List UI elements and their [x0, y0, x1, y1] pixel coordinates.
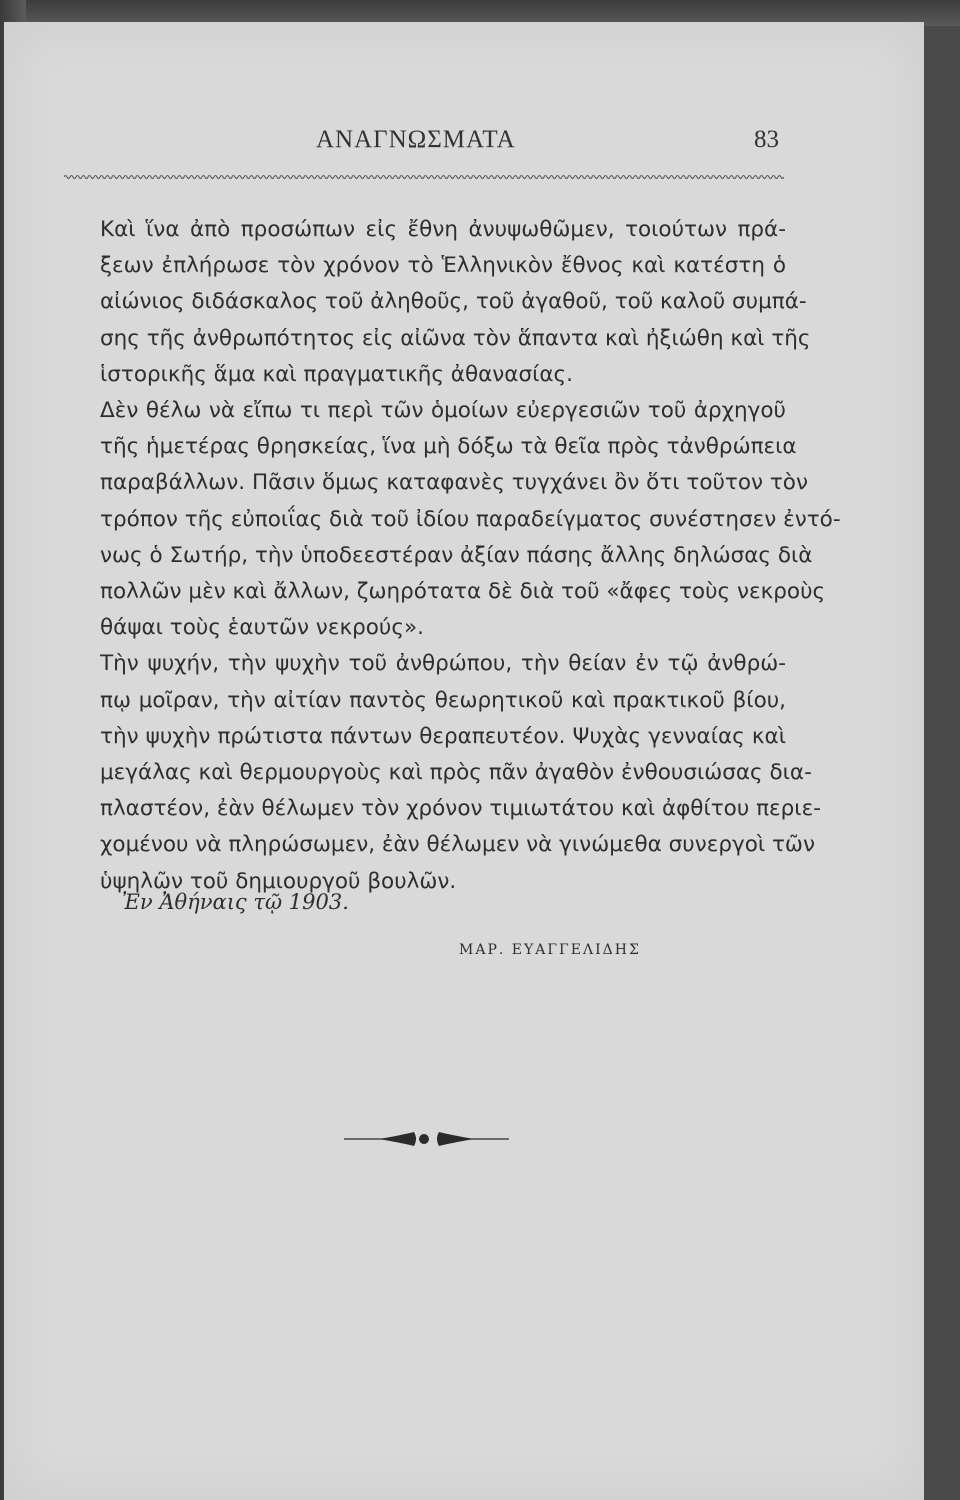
body-text	[60, 212, 841, 900]
text-line: νως ὁ Σωτήρ, τὴν ὑποδεεστέραν ἀξίαν πάσης ἄλλης δηλώσας διὰ	[100, 542, 813, 568]
text-line: Καὶ ἵνα ἀπὸ προσώπων εἰς ἔθνη ἀνυψωθῶμεν, τοιούτων πρά-	[100, 217, 786, 242]
wavy-rule	[64, 172, 784, 182]
text-line: τὴν ψυχὴν πρώτιστα πάντων θεραπευτέον. Ψυχὰς γενναίας καὶ	[100, 723, 786, 749]
end-ornament	[344, 1126, 509, 1152]
paragraph-2	[60, 393, 841, 646]
dateline: Ἐν Ἀθήναις τῷ 1903.	[122, 890, 349, 914]
text-line: χομένου νὰ πληρώσωμεν, ἐὰν θέλωμεν νὰ γινώμεθα συνεργοὶ τῶν	[100, 832, 815, 858]
author-signature: ΜΑΡ. ΕΥΑΓΓΕΛΙΔΗΣ	[459, 942, 641, 958]
page-number: 83	[754, 126, 779, 153]
text-line: Τὴν ψυχήν, τὴν ψυχὴν τοῦ ἀνθρώπου, τὴν θείαν ἐν τῷ ἀνθρώ-	[100, 651, 786, 677]
text-line: πῳ μοῖραν, τὴν αἰτίαν παντὸς θεωρητικοῦ καὶ πρακτικοῦ βίου,	[100, 687, 786, 713]
paragraph-1	[60, 212, 811, 393]
text-line: μεγάλας καὶ θερμουργοὺς καὶ πρὸς πᾶν ἀγαθὸν ἐνθουσιώσας δια-	[100, 760, 812, 786]
running-head	[4, 126, 924, 166]
book-page	[4, 22, 924, 1500]
text-line: σης τῆς ἀνθρωπότητος εἰς αἰῶνα τὸν ἅπαντα καὶ ἠξιώθη καὶ τῆς	[100, 325, 811, 351]
text-line: πολλῶν μὲν καὶ ἄλλων, ζωηρότατα δὲ διὰ τοῦ «ἄφες τοὺς νεκροὺς	[100, 579, 826, 605]
text-line: θάψαι τοὺς ἑαυτῶν νεκρούς».	[100, 615, 424, 641]
text-line: παραβάλλων. Πᾶσιν ὅμως καταφανὲς τυγχάνει ὂν ὅτι τοῦτον τὸν	[100, 470, 808, 496]
paragraph-3	[60, 646, 821, 899]
text-line: ξεων ἐπλήρωσε τὸν χρόνον τὸ Ἑλληνικὸν ἔθνος καὶ κατέστη ὁ	[100, 253, 786, 279]
text-line: ἱστορικῆς ἅμα καὶ πραγματικῆς ἀθανασίας.	[100, 361, 573, 387]
text-line: τρόπον τῆς εὐποιΐας διὰ τοῦ ἰδίου παραδείγματος συνέστησεν ἐντό-	[100, 506, 841, 532]
text-line: Δὲν θέλω νὰ εἴπω τι περὶ τῶν ὁμοίων εὐεργεσιῶν τοῦ ἀρχηγοῦ	[100, 398, 786, 424]
text-line: πλαστέον, ἐὰν θέλωμεν τὸν χρόνον τιμιωτάτου καὶ ἀφθίτου περιε-	[100, 796, 821, 822]
text-line: αἰώνιος διδάσκαλος τοῦ ἀληθοῦς, τοῦ ἀγαθοῦ, τοῦ καλοῦ συμπά-	[100, 289, 807, 315]
running-title: ΑΝΑΓΝΩΣΜΑΤΑ	[316, 126, 516, 153]
text-line: ὑψηλῶν τοῦ δημιουργοῦ βουλῶν.	[100, 868, 457, 894]
text-line: τῆς ἡμετέρας θρησκείας, ἵνα μὴ δόξω τὰ θεῖα πρὸς τἀνθρώπεια	[100, 434, 797, 460]
